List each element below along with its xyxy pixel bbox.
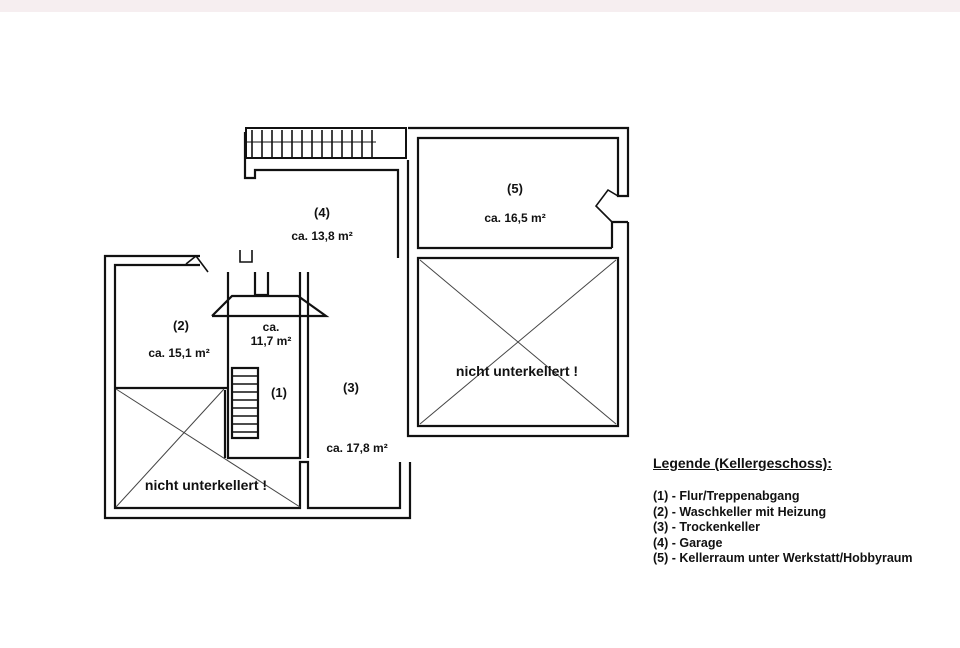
room1-area-line1: ca.	[262, 320, 280, 334]
legend-item: (1) - Flur/Treppenabgang	[653, 489, 800, 503]
room2-area: ca. 15,1 m²	[148, 346, 210, 360]
legend-title: Legende (Kellergeschoss):	[653, 455, 832, 471]
legend-item: (4) - Garage	[653, 535, 723, 550]
room5-area: ca. 16,5 m²	[484, 211, 546, 225]
corridor-stairs	[232, 376, 258, 432]
not-basement-label-right: nicht unterkellert !	[455, 363, 579, 379]
not-basement-label-left: nicht unterkellert !	[144, 477, 268, 493]
corridor-walls	[228, 272, 300, 458]
legend-item: (2) - Waschkeller mit Heizung	[653, 504, 827, 519]
room4-number: (4)	[314, 205, 330, 220]
room2-number: (2)	[173, 318, 189, 333]
room5-number: (5)	[507, 181, 523, 196]
room1-area-line2: 11,7 m²	[250, 334, 292, 348]
room3-number: (3)	[343, 380, 359, 395]
legend-item: (5) - Kellerraum unter Werkstatt/Hobbyraum	[653, 551, 913, 565]
legend-item: (3) - Trockenkeller	[653, 520, 760, 534]
room1-number: (1)	[271, 385, 287, 400]
room3-area: ca. 17,8 m²	[326, 441, 388, 455]
legend	[653, 455, 913, 567]
top-stairs	[246, 128, 406, 158]
door-room5	[596, 190, 618, 222]
room4-area: ca. 13,8 m²	[291, 229, 353, 243]
